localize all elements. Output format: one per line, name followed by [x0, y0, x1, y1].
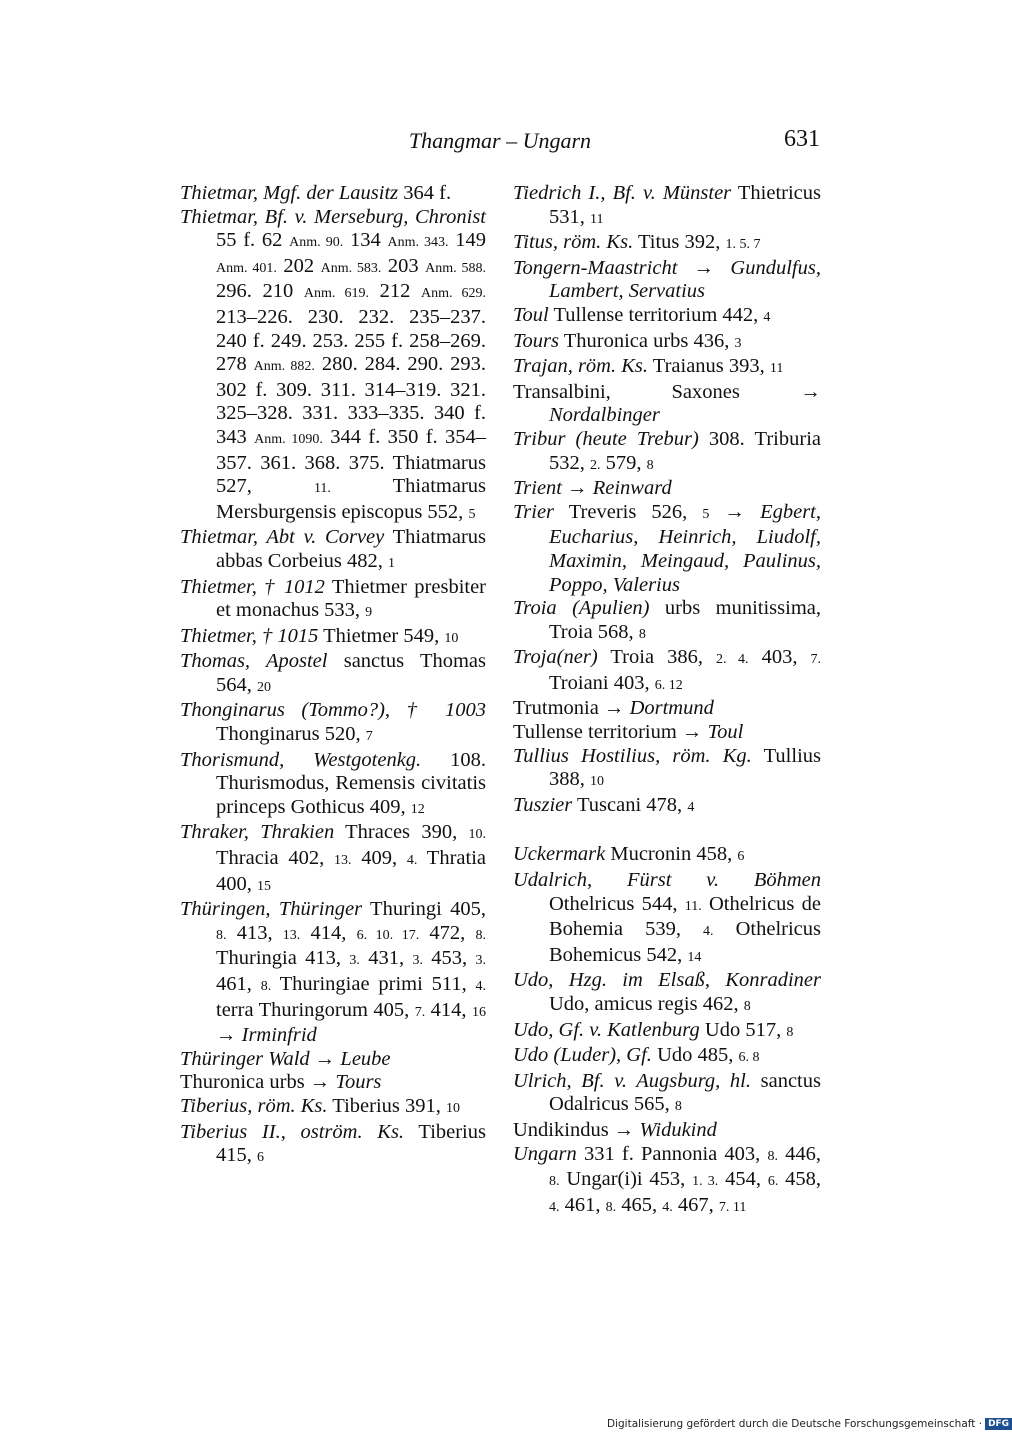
entry-text: Traianus 393,: [648, 355, 770, 378]
page-number: 631: [784, 126, 820, 152]
entry-heading: Thüringer Wald → Leube: [180, 1047, 391, 1070]
line-reference: 4.: [549, 1199, 560, 1215]
entry-text: 280. 284. 290. 293. 302 f. 309. 311. 314–319. 321. 325–328. 331. 333–335. 340 f. 343: [216, 353, 487, 448]
index-entry: [513, 721, 821, 745]
entry-heading: Trier: [513, 500, 555, 523]
entry-text: terra Thuringorum 405,: [216, 998, 415, 1021]
entry-heading: Udo, Hzg. im Elsaß, Konradiner: [513, 969, 821, 992]
entry-heading: Tours: [335, 1071, 382, 1094]
entry-text: Thuringi 405,: [362, 898, 487, 921]
entry-text: Titus 392,: [633, 231, 726, 254]
line-reference: 8: [638, 626, 646, 642]
line-reference: 6: [737, 849, 745, 865]
line-reference: 8.: [549, 1174, 560, 1190]
entry-text: Treveris 526,: [554, 500, 703, 523]
index-entry: [180, 526, 486, 575]
entry-text: Thietmer presbiter et monachus 533,: [216, 575, 487, 622]
entry-text: Thietmer 549,: [318, 624, 445, 647]
line-reference: 6. 8: [738, 1050, 760, 1066]
entry-heading: Tongern-Maastricht → Gundulfus, Lambert, Servatius: [513, 256, 821, 303]
entry-heading: Tiedrich I., Bf. v. Münster: [513, 182, 732, 204]
entry-heading: Udo, Gf. v. Katlenburg: [513, 1018, 700, 1041]
entry-text: 213–226. 230. 232. 235–237. 240 f. 249. 253. 255 f. 258–269. 278: [216, 305, 486, 376]
line-reference: 8.: [260, 979, 272, 994]
line-reference: Anm. 90.: [289, 235, 344, 251]
entry-text: Thuronica urbs →: [180, 1071, 336, 1094]
line-reference: 15: [257, 878, 271, 894]
entry-heading: Thietmar, Abt v. Corvey: [180, 526, 385, 549]
footer-text: Digitalisierung gefördert durch die Deutsche Forschungsgemeinschaft ·: [607, 1418, 983, 1430]
line-reference: 7.: [810, 652, 822, 668]
line-reference: 6. 10. 17.: [356, 927, 420, 943]
entry-text: →: [709, 500, 761, 523]
entry-heading: Thietmer, † 1012: [180, 575, 325, 598]
line-reference: 8: [743, 999, 751, 1014]
entry-text: 409,: [351, 847, 407, 870]
entry-heading: Trajan, röm. Ks.: [513, 355, 649, 378]
index-entry: [513, 794, 821, 820]
entry-text: 446,: [777, 1142, 822, 1165]
index-entry: [180, 749, 486, 822]
line-reference: 9: [365, 605, 373, 621]
entry-heading: Uckermark: [513, 843, 606, 866]
entry-heading: Thraker, Thrakien: [180, 821, 335, 844]
entry-heading: Udo (Luder), Gf.: [513, 1044, 652, 1067]
line-reference: Anm. 882.: [253, 359, 315, 375]
entry-text: Thratia 400,: [216, 847, 486, 895]
index-entry: [513, 257, 821, 304]
line-reference: 13.: [282, 927, 301, 943]
index-entry: [513, 304, 821, 330]
entry-text: 344 f. 350 f. 354–357. 361. 368. 375. Thiatmarus 527,: [216, 425, 487, 498]
index-entry: [513, 843, 821, 869]
entry-text: →: [216, 1024, 242, 1047]
index-entry: [180, 1048, 486, 1072]
entry-text: Ungar(i)i 453,: [559, 1168, 693, 1191]
index-entry: [513, 501, 821, 597]
index-entry: [180, 576, 486, 625]
line-reference: 11: [590, 211, 604, 227]
line-reference: 20: [257, 679, 271, 695]
entry-heading: Tours: [513, 329, 559, 352]
index-column-right: [513, 182, 821, 1219]
entry-heading: Titus, röm. Ks.: [513, 231, 634, 254]
line-reference: Anm. 629.: [421, 286, 487, 302]
entry-text: 212: [368, 280, 421, 303]
entry-text: 465,: [616, 1193, 663, 1216]
line-reference: 4.: [406, 853, 418, 869]
line-reference: 3.: [475, 953, 487, 969]
line-reference: 1: [387, 555, 395, 571]
index-entry: [513, 182, 821, 231]
index-entry: [180, 1121, 486, 1170]
entry-text: sanctus Thomas 564,: [216, 650, 486, 696]
entry-text: 149: [448, 229, 487, 252]
entry-heading: Tuszier: [513, 793, 573, 816]
entry-text: 308. Triburia 532,: [549, 427, 821, 474]
entry-text: 364 f.: [398, 182, 452, 204]
entry-text: 403,: [748, 646, 811, 669]
entry-text: Mucronin 458,: [605, 843, 738, 866]
line-reference: 3.: [349, 953, 360, 969]
entry-text: 414,: [300, 921, 357, 944]
line-reference: 8.: [475, 927, 486, 943]
entry-heading: Thomas, Apostel: [180, 650, 328, 673]
entry-text: Tiberius 391,: [327, 1094, 447, 1117]
line-reference: 10.: [468, 827, 486, 843]
running-title: Thangmar – Ungarn: [408, 128, 592, 153]
page-header: [180, 128, 820, 158]
index-entry: [180, 1095, 486, 1121]
index-entry: [513, 330, 821, 356]
line-reference: 1. 3.: [692, 1174, 719, 1190]
index-entry: [180, 1071, 486, 1095]
entry-text: Thracia 402,: [216, 847, 334, 870]
entry-text: 414,: [425, 998, 472, 1021]
entry-heading: Irminfrid: [241, 1024, 317, 1047]
line-reference: 6. 12: [654, 677, 683, 693]
index-entry: [513, 1070, 821, 1119]
index-entry: [180, 625, 486, 651]
index-entry: [513, 969, 821, 1018]
line-reference: 11.: [313, 481, 331, 497]
entry-text: 296. 210: [216, 280, 304, 303]
entry-text: 202: [276, 254, 321, 277]
entry-heading: Dortmund: [629, 697, 714, 720]
entry-text: Tullense territorium 442,: [548, 303, 764, 326]
line-reference: Anm. 343.: [387, 235, 449, 251]
entry-heading: Troia (Apulien): [513, 597, 650, 620]
entry-heading: Thietmar, Mgf. der Lausitz: [180, 182, 399, 204]
entry-text: Thonginarus 520,: [216, 723, 366, 746]
entry-text: sanctus Odalricus 565,: [549, 1069, 821, 1116]
line-reference: 6: [257, 1150, 264, 1166]
entry-heading: Thonginarus (Tommo?), † 1003: [180, 699, 486, 722]
entry-text: Othelricus de Bohemia 539,: [549, 892, 821, 941]
index-entry: [513, 1143, 821, 1220]
entry-heading: Udalrich, Fürst v. Böhmen: [513, 869, 821, 892]
entry-text: 458,: [778, 1168, 822, 1191]
entry-text: 413,: [226, 921, 283, 944]
entry-heading: Tribur (heute Trebur): [513, 427, 699, 450]
entry-heading: Thietmer, † 1015: [180, 624, 319, 647]
entry-text: 431,: [359, 947, 413, 970]
index-entry: [513, 1019, 821, 1045]
entry-heading: Tiberius II., oström. Ks.: [180, 1120, 405, 1143]
entry-heading: Toul: [513, 303, 549, 326]
line-reference: 7. 11: [718, 1199, 747, 1215]
entry-text: Tuscani 478,: [572, 793, 688, 816]
entry-text: Undikindus →: [513, 1118, 640, 1141]
index-entry: [180, 821, 486, 898]
entry-heading: Tullius Hostilius, röm. Kg.: [513, 744, 752, 767]
line-reference: 13.: [334, 853, 352, 869]
line-reference: 11: [769, 361, 784, 377]
entry-text: 461,: [559, 1193, 606, 1216]
line-reference: 10: [446, 1100, 461, 1116]
line-reference: 10: [590, 774, 604, 790]
line-reference: Anm. 401.: [216, 260, 277, 276]
entry-text: 453,: [422, 947, 476, 970]
index-entry: [513, 646, 821, 697]
entry-text: 579,: [600, 451, 647, 474]
line-reference: 7: [365, 729, 373, 745]
index-entry: [513, 477, 821, 501]
index-entry: [513, 355, 821, 381]
line-reference: 11.: [684, 898, 702, 914]
line-reference: Anm. 1090.: [254, 431, 323, 447]
line-reference: 3.: [412, 953, 423, 969]
entry-text: Trutmonia →: [513, 697, 630, 720]
entry-text: Thuringiae primi 511,: [271, 973, 476, 995]
entry-text: 467,: [672, 1193, 719, 1216]
index-entry: [180, 699, 486, 748]
line-reference: 4: [763, 309, 771, 325]
line-reference: Anm. 588.: [425, 260, 487, 276]
line-reference: 1. 5. 7: [725, 237, 761, 253]
line-reference: 4.: [475, 979, 486, 994]
line-reference: 3: [734, 335, 742, 351]
entry-heading: Nordalbinger: [549, 404, 660, 427]
index-entry: [180, 182, 486, 206]
index-entry: [180, 206, 486, 527]
entry-heading: Thüringen, Thüringer: [180, 898, 363, 921]
index-entry: [513, 428, 821, 477]
line-reference: Anm. 619.: [303, 286, 369, 302]
line-reference: 8: [674, 1099, 682, 1115]
index-entry: [513, 697, 821, 721]
entry-text: 461,: [216, 973, 261, 995]
line-reference: 2.: [590, 457, 601, 473]
entry-text: Troiani 403,: [549, 671, 655, 694]
index-entry: [513, 1044, 821, 1070]
entry-text: Udo, amicus regis 462,: [549, 993, 744, 1015]
entry-text: Tiberius 415,: [216, 1120, 486, 1167]
line-reference: 6.: [767, 1174, 779, 1190]
entry-text: 454,: [718, 1168, 768, 1191]
line-reference: 8: [646, 457, 654, 473]
entry-heading: Thietmar, Bf. v. Merseburg, Chronist: [180, 205, 486, 228]
entry-text: 472,: [419, 921, 476, 944]
line-reference: 12: [410, 801, 425, 817]
entry-text: Othelricus Bohemicus 542,: [549, 918, 821, 966]
entry-text: 108. Thurismodus, Remensis civitatis princeps Gothicus 409,: [216, 748, 486, 818]
index-entry: [513, 1119, 821, 1143]
line-reference: 2. 4.: [716, 652, 749, 668]
line-reference: 5: [468, 506, 476, 522]
entry-text: 331 f. Pannonia 403,: [576, 1142, 768, 1165]
entry-heading: Thorismund, Westgotenkg.: [180, 748, 422, 771]
entry-heading: Tiberius, röm. Ks.: [180, 1094, 328, 1117]
entry-heading: Widukind: [639, 1118, 717, 1141]
index-entry: [513, 869, 821, 969]
entry-heading: Egbert, Eucharius, Heinrich, Liudolf, Maximin, Meingaud, Paulinus, Poppo, Valerius: [549, 500, 821, 596]
entry-text: Udo 517,: [699, 1018, 787, 1041]
entry-heading: Trient → Reinward: [513, 477, 672, 500]
entry-heading: Ulrich, Bf. v. Augsburg, hl.: [513, 1069, 751, 1092]
dfg-logo: DFG: [985, 1418, 1012, 1430]
entry-text: Thietricus 531,: [549, 182, 821, 228]
index-entry: [513, 745, 821, 794]
entry-heading: Ungarn: [513, 1142, 577, 1165]
entry-text: Udo 485,: [651, 1044, 739, 1067]
line-reference: 16: [472, 1004, 486, 1020]
line-reference: 14: [687, 949, 702, 965]
entry-text: Othelricus 544,: [549, 892, 685, 915]
line-reference: 4.: [703, 924, 714, 940]
line-reference: 4: [687, 799, 695, 815]
entry-heading: Troja(ner): [513, 646, 598, 669]
line-reference: 8.: [605, 1199, 617, 1215]
entry-text: 203: [381, 254, 426, 277]
index-entry: [180, 898, 486, 1048]
entry-text: Troia 386,: [597, 646, 717, 669]
line-reference: 8: [786, 1024, 794, 1040]
index-entry: [513, 597, 821, 646]
entry-text: urbs munitissima, Troia 568,: [549, 597, 821, 643]
line-reference: 4.: [662, 1199, 673, 1215]
entry-text: Tullius 388,: [549, 744, 821, 791]
footer-credit: [607, 1418, 1012, 1430]
index-column-left: [180, 182, 486, 1170]
entry-text: Thuringia 413,: [216, 947, 350, 970]
entry-text: Thiatmarus abbas Corbeius 482,: [216, 526, 486, 572]
entry-text: Tullense territorium →: [513, 721, 708, 744]
line-reference: 7.: [414, 1004, 426, 1020]
line-reference: 8.: [216, 927, 227, 943]
line-reference: 8.: [767, 1148, 778, 1164]
entry-text: Thuronica urbs 436,: [558, 329, 735, 352]
entry-text: Transalbini, Saxones →: [513, 380, 821, 403]
entry-heading: Toul: [707, 721, 744, 744]
line-reference: 5: [702, 506, 710, 522]
entry-text: Thiatmarus Mersburgensis episcopus 552,: [216, 475, 486, 523]
index-entry: [513, 381, 821, 428]
index-entry: [180, 650, 486, 699]
entry-text: 55 f. 62: [216, 229, 290, 252]
index-entry: [513, 231, 821, 257]
entry-text: 134: [343, 229, 388, 252]
line-reference: Anm. 583.: [320, 260, 382, 276]
line-reference: 10: [444, 630, 459, 646]
entry-text: Thraces 390,: [334, 821, 469, 844]
